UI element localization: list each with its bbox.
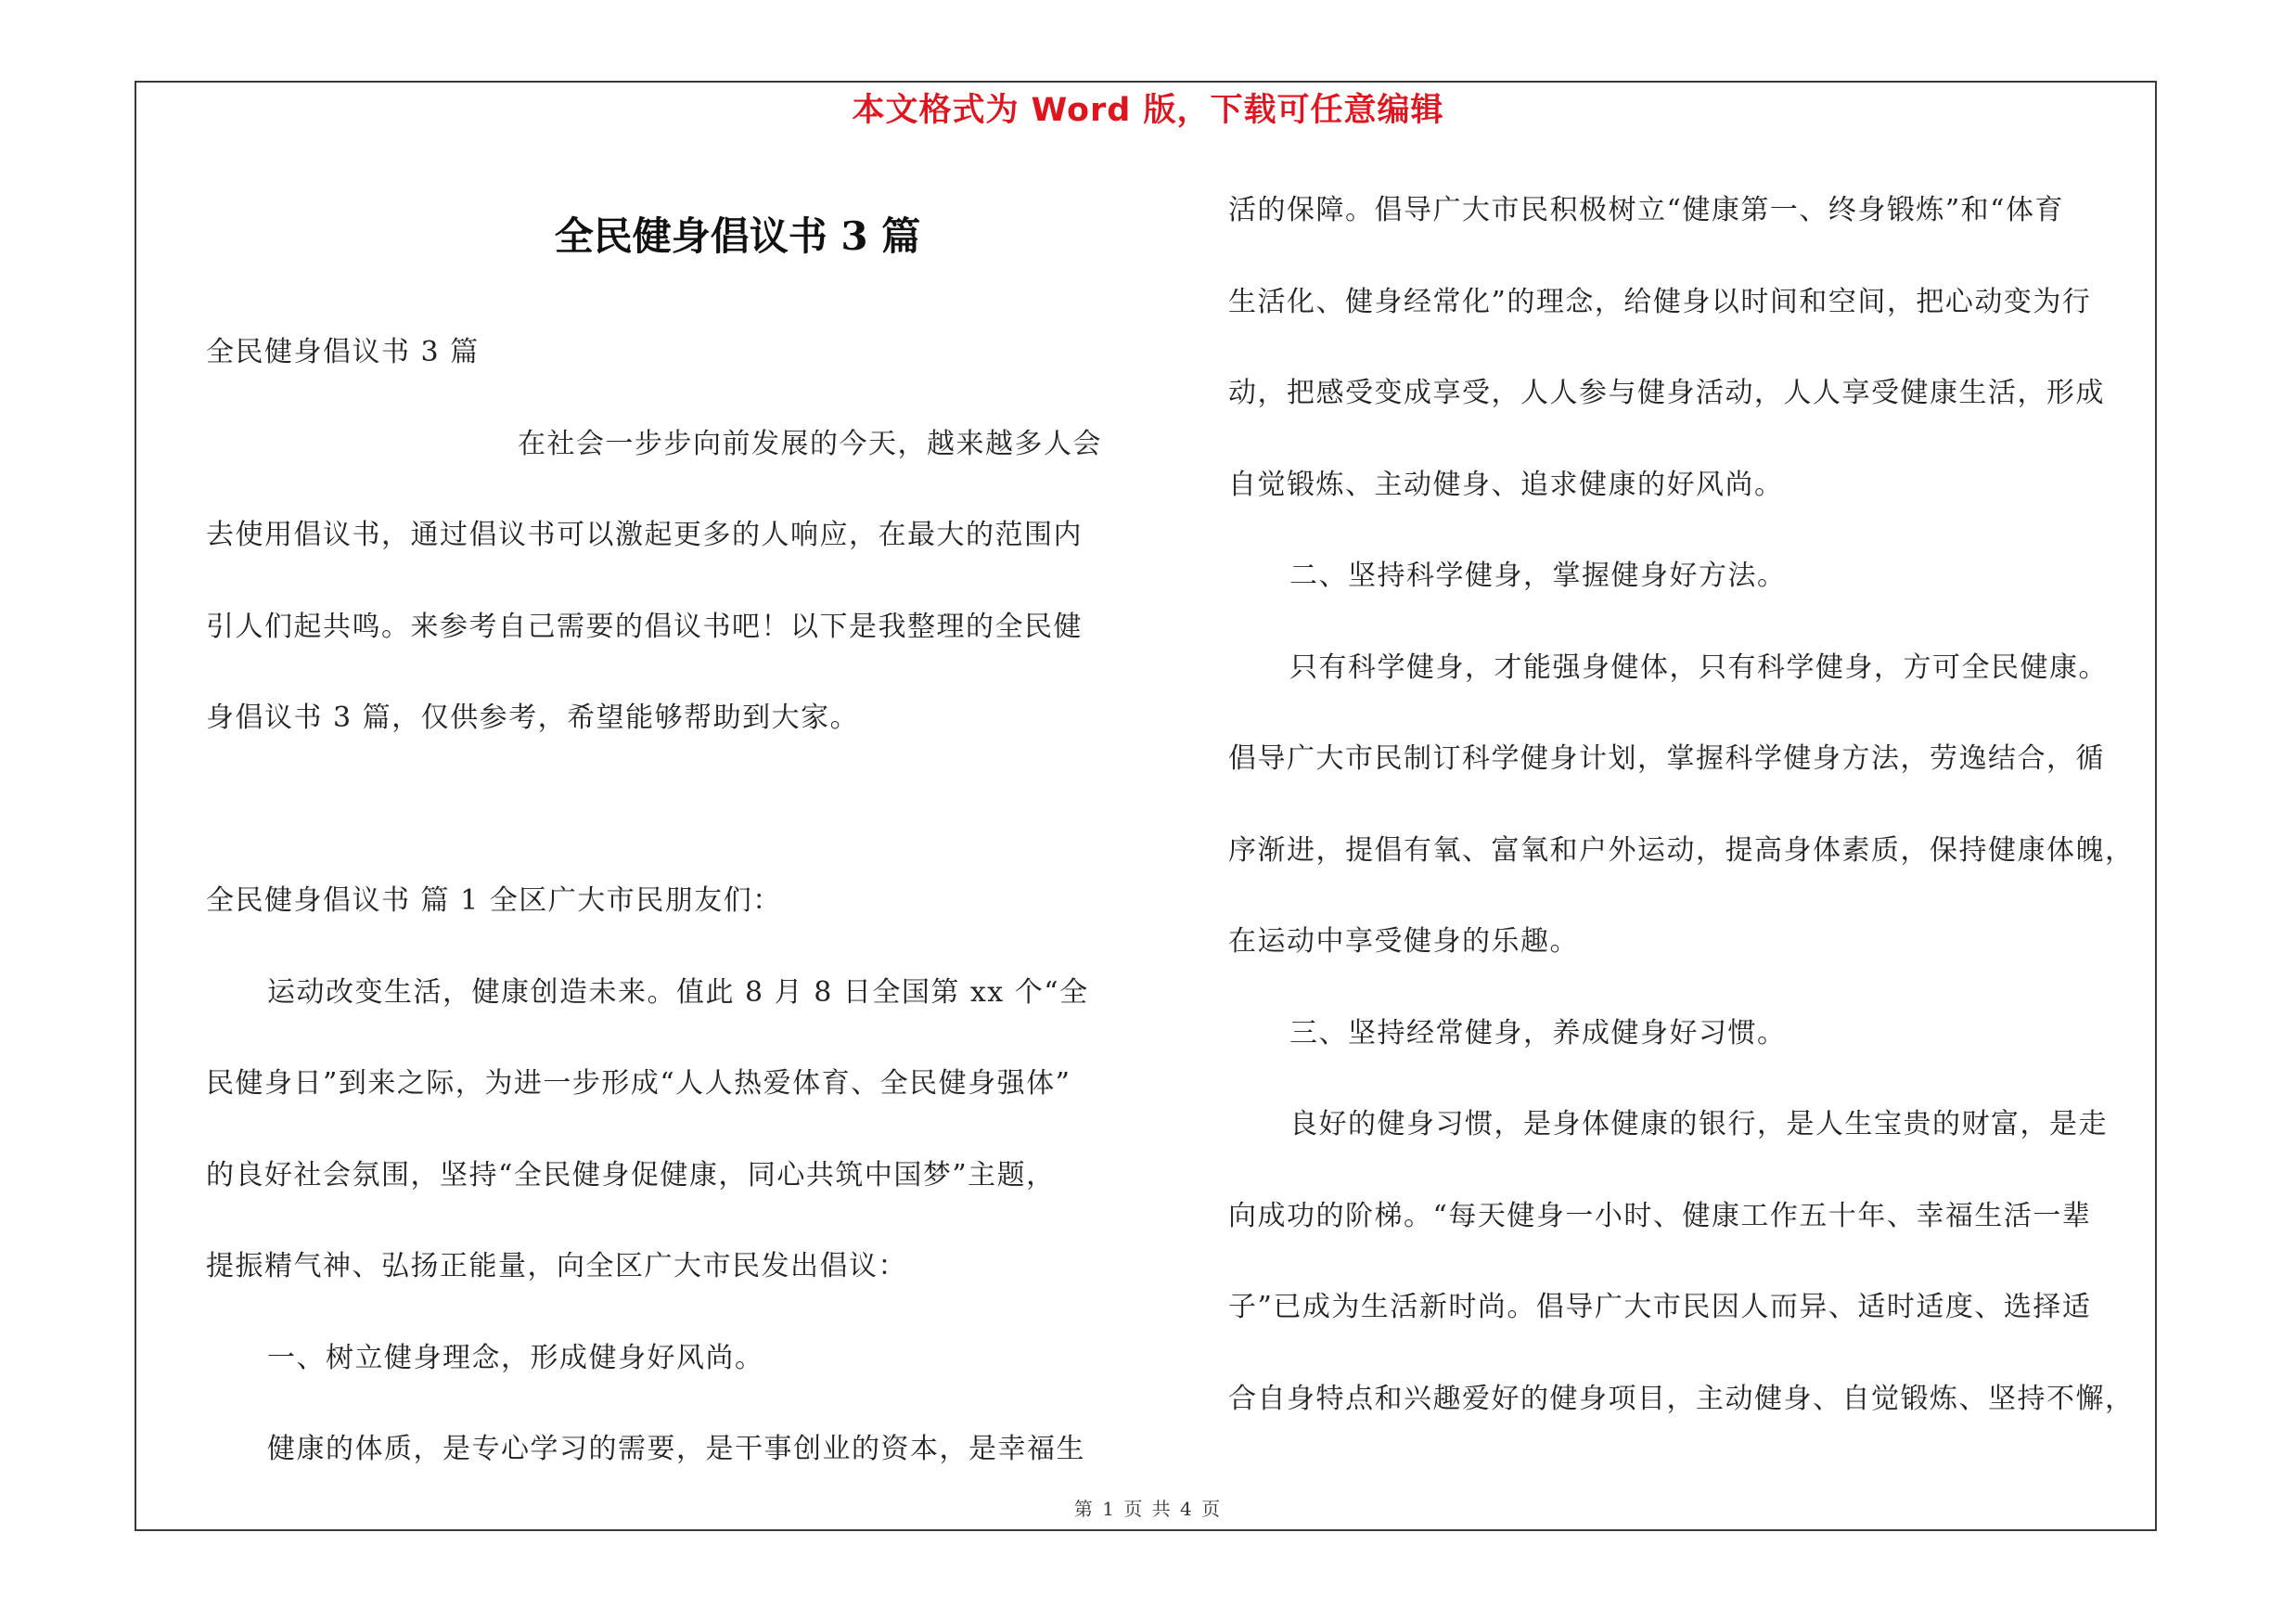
paragraph-line: 合自身特点和兴趣爱好的健身项目，主动健身、自觉锻炼、坚持不懈， — [1228, 1382, 2135, 1415]
paragraph-line: 倡导广大市民制订科学健身计划，掌握科学健身方法，劳逸结合，循 — [1228, 742, 2105, 775]
point-heading: 三、坚持经常健身，养成健身好习惯。 — [1289, 1016, 1787, 1050]
section-heading: 全民健身倡议书 篇 1 全区广大市民朋友们： — [206, 884, 782, 917]
paragraph-line: 在社会一步步向前发展的今天，越来越多人会 — [518, 427, 1102, 460]
point-heading: 二、坚持科学健身，掌握健身好方法。 — [1289, 560, 1787, 592]
paragraph-line: 健康的体质，是专心学习的需要，是干事创业的资本，是幸福生 — [267, 1433, 1085, 1465]
paragraph-line: 民健身日”到来之际，为进一步形成“人人热爱体育、全民健身强体” — [206, 1067, 1071, 1100]
right-column — [1228, 165, 2161, 1445]
paragraph-line: 子”已成为生活新时尚。倡导广大市民因人而异、适时适度、选择适 — [1228, 1291, 2092, 1323]
paragraph-line: 只有科学健身，才能强身健体，只有科学健身，方可全民健康。 — [1289, 650, 2108, 684]
word-format-banner: 本文格式为 Word 版，下载可任意编辑 — [852, 92, 1444, 129]
paragraph-line: 的良好社会氛围，坚持“全民健身促健康，同心共筑中国梦”主题， — [206, 1158, 1056, 1191]
paragraph-line: 提振精气神、弘扬正能量，向全区广大市民发出倡议： — [206, 1250, 907, 1282]
paragraph-line: 动，把感受变成享受，人人参与健身活动，人人享受健康生活，形成 — [1228, 377, 2105, 409]
subtitle-line: 全民健身倡议书 3 篇 — [206, 336, 480, 368]
left-column — [206, 307, 1138, 1496]
paragraph-line: 引人们起共鸣。来参考自己需要的倡议书吧！以下是我整理的全民健 — [206, 610, 1083, 643]
paragraph-line: 良好的健身习惯，是身体健康的银行，是人生宝贵的财富，是走 — [1289, 1108, 2108, 1140]
paragraph-line: 序渐进，提倡有氧、富氧和户外运动，提高身体素质，保持健康体魄， — [1228, 833, 2135, 867]
paragraph-line: 在运动中享受健身的乐趣。 — [1228, 925, 1579, 958]
blank-line — [206, 765, 1138, 857]
page-number-footer: 第 1 页 共 4 页 — [1073, 1498, 1223, 1520]
paragraph-line: 生活化、健身经常化”的理念，给健身以时间和空间，把心动变为行 — [1228, 285, 2092, 318]
paragraph-line: 运动改变生活，健康创造未来。值此 8 月 8 日全国第 xx 个“全 — [267, 975, 1089, 1009]
paragraph-line: 去使用倡议书，通过倡议书可以激起更多的人响应，在最大的范围内 — [206, 519, 1083, 551]
document-title: 全民健身倡议书 3 篇 — [554, 213, 921, 259]
paragraph-line: 活的保障。倡导广大市民积极树立“健康第一、终身锻炼”和“体育 — [1228, 194, 2065, 226]
point-heading: 一、树立健身理念，形成健身好风尚。 — [267, 1341, 764, 1374]
paragraph-line: 身倡议书 3 篇，仅供参考，希望能够帮助到大家。 — [206, 702, 860, 734]
paragraph-line: 自觉锻炼、主动健身、追求健康的好风尚。 — [1228, 468, 1784, 501]
paragraph-line: 向成功的阶梯。“每天健身一小时、健康工作五十年、幸福生活一辈 — [1228, 1199, 2092, 1232]
